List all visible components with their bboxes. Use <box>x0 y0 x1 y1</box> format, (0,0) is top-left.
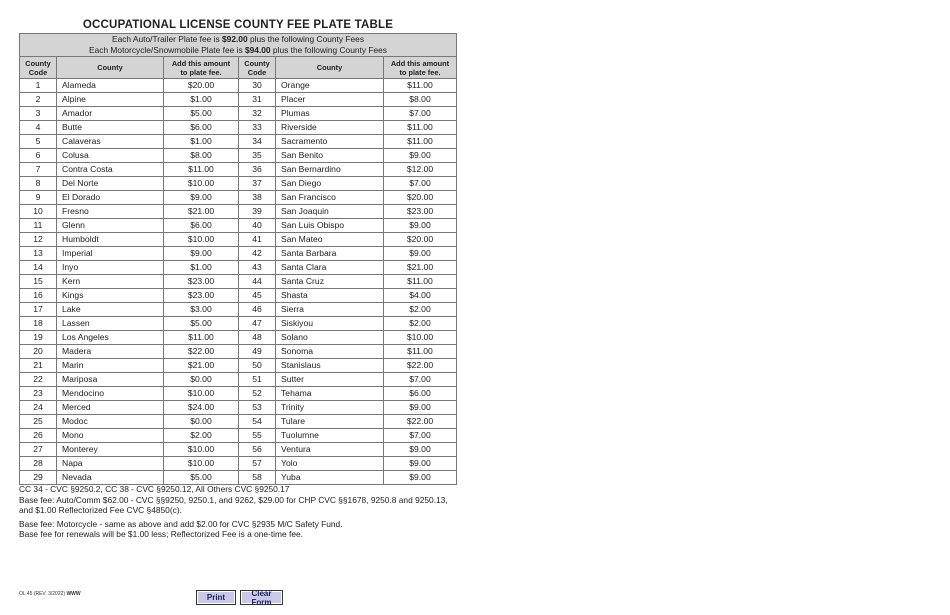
county-code-cell: 10 <box>20 205 57 219</box>
table-row <box>20 219 457 233</box>
table-row <box>20 331 457 345</box>
plate-fee-banner <box>20 34 457 57</box>
header-amount-line1: Add this amount <box>171 58 231 68</box>
county-name-cell: Plumas <box>276 107 384 121</box>
county-name-cell: Yolo <box>276 457 384 471</box>
header-county-left <box>57 57 164 79</box>
county-code-cell: 35 <box>239 149 276 163</box>
county-name-cell: San Mateo <box>276 233 384 247</box>
county-name-cell: San Francisco <box>276 191 384 205</box>
table-row <box>20 135 457 149</box>
auto-plate-fee-line <box>20 34 456 45</box>
table-row <box>20 443 457 457</box>
county-name-cell: Sutter <box>276 373 384 387</box>
table-header-row <box>20 57 457 79</box>
county-fee-cell: $9.00 <box>384 457 457 471</box>
county-fee-cell: $21.00 <box>164 205 239 219</box>
table-row <box>20 121 457 135</box>
county-code-cell: 51 <box>239 373 276 387</box>
county-fee-cell: $10.00 <box>164 177 239 191</box>
county-fee-cell: $1.00 <box>164 135 239 149</box>
county-name-cell: Colusa <box>57 149 164 163</box>
county-code-cell: 30 <box>239 79 276 93</box>
county-name-cell: Humboldt <box>57 233 164 247</box>
county-name-cell: Amador <box>57 107 164 121</box>
county-fee-cell: $23.00 <box>384 205 457 219</box>
county-code-cell: 36 <box>239 163 276 177</box>
county-code-cell: 16 <box>20 289 57 303</box>
header-code-line2: Code <box>28 67 48 77</box>
county-fee-cell: $11.00 <box>384 79 457 93</box>
county-fee-cell: $10.00 <box>384 331 457 345</box>
county-code-cell: 41 <box>239 233 276 247</box>
county-name-cell: Mono <box>57 429 164 443</box>
county-code-cell: 43 <box>239 261 276 275</box>
motorcycle-plate-fee-text: Each Motorcycle/Snowmobile Plate fee is <box>89 45 245 55</box>
county-name-cell: Tuolumne <box>276 429 384 443</box>
header-county-text: County <box>316 63 343 72</box>
table-row <box>20 261 457 275</box>
county-name-cell: Yuba <box>276 471 384 485</box>
county-fee-cell: $22.00 <box>384 359 457 373</box>
county-code-cell: 57 <box>239 457 276 471</box>
county-name-cell: Mariposa <box>57 373 164 387</box>
county-name-cell: Fresno <box>57 205 164 219</box>
header-amount-line1: Add this amount <box>390 58 450 68</box>
county-code-cell: 25 <box>20 415 57 429</box>
footnote-motorcycle-base-fee: Base fee: Motorcycle - same as above and add $2.00 for CVC §2935 M/C Safety Fund. <box>19 518 343 529</box>
county-fee-cell: $2.00 <box>384 303 457 317</box>
county-fee-cell: $9.00 <box>384 149 457 163</box>
county-name-cell: Sonoma <box>276 345 384 359</box>
county-code-cell: 7 <box>20 163 57 177</box>
county-code-cell: 48 <box>239 331 276 345</box>
county-name-cell: Tulare <box>276 415 384 429</box>
county-fee-cell: $3.00 <box>164 303 239 317</box>
county-name-cell: Mendocino <box>57 387 164 401</box>
county-fee-cell: $11.00 <box>164 331 239 345</box>
county-code-cell: 49 <box>239 345 276 359</box>
form-number-text: OL 45 (REV. 3/2022) <box>19 591 67 597</box>
clear-form-button[interactable]: Clear Form <box>240 590 283 605</box>
county-code-cell: 39 <box>239 205 276 219</box>
table-row <box>20 247 457 261</box>
county-code-cell: 27 <box>20 443 57 457</box>
county-name-cell: Lassen <box>57 317 164 331</box>
county-code-cell: 23 <box>20 387 57 401</box>
table-row <box>20 345 457 359</box>
county-name-cell: Shasta <box>276 289 384 303</box>
county-name-cell: Merced <box>57 401 164 415</box>
county-name-cell: Siskiyou <box>276 317 384 331</box>
table-row <box>20 107 457 121</box>
header-code-line1: County <box>25 58 51 68</box>
county-code-cell: 15 <box>20 275 57 289</box>
table-row <box>20 401 457 415</box>
header-county-text: County <box>97 63 123 72</box>
county-name-cell: Santa Clara <box>276 261 384 275</box>
county-fee-cell: $6.00 <box>164 219 239 233</box>
county-fee-cell: $4.00 <box>384 289 457 303</box>
county-fee-cell: $22.00 <box>164 345 239 359</box>
county-fee-cell: $10.00 <box>164 233 239 247</box>
county-fee-cell: $5.00 <box>164 317 239 331</box>
motorcycle-plate-fee-amount: $94.00 <box>244 45 271 55</box>
county-fee-cell: $11.00 <box>384 275 457 289</box>
county-code-cell: 44 <box>239 275 276 289</box>
table-row <box>20 359 457 373</box>
county-fee-cell: $9.00 <box>384 219 457 233</box>
county-code-cell: 20 <box>20 345 57 359</box>
county-code-cell: 32 <box>239 107 276 121</box>
county-code-cell: 11 <box>20 219 57 233</box>
county-code-cell: 24 <box>20 401 57 415</box>
table-row <box>20 289 457 303</box>
county-code-cell: 45 <box>239 289 276 303</box>
header-amount-left <box>164 57 239 79</box>
county-fee-cell: $24.00 <box>164 401 239 415</box>
county-name-cell: Glenn <box>57 219 164 233</box>
county-name-cell: Nevada <box>57 471 164 485</box>
county-code-cell: 53 <box>239 401 276 415</box>
county-name-cell: Santa Barbara <box>276 247 384 261</box>
table-row <box>20 275 457 289</box>
header-code-line2: Code <box>247 67 267 77</box>
county-fee-cell: $23.00 <box>164 275 239 289</box>
county-fee-cell: $6.00 <box>164 121 239 135</box>
county-code-cell: 38 <box>239 191 276 205</box>
county-code-cell: 33 <box>239 121 276 135</box>
county-code-cell: 47 <box>239 317 276 331</box>
header-county-right <box>276 57 384 79</box>
header-amount-right <box>384 57 457 79</box>
county-name-cell: El Dorado <box>57 191 164 205</box>
county-fee-cell: $9.00 <box>164 191 239 205</box>
county-code-cell: 4 <box>20 121 57 135</box>
county-code-cell: 3 <box>20 107 57 121</box>
county-code-cell: 1 <box>20 79 57 93</box>
county-code-cell: 26 <box>20 429 57 443</box>
county-fee-cell: $11.00 <box>384 135 457 149</box>
county-name-cell: Trinity <box>276 401 384 415</box>
form-number-suffix: WWW <box>66 591 81 597</box>
county-code-cell: 34 <box>239 135 276 149</box>
header-code-line1: County <box>244 58 270 68</box>
county-fee-cell: $9.00 <box>164 247 239 261</box>
county-code-cell: 55 <box>239 429 276 443</box>
county-name-cell: Napa <box>57 457 164 471</box>
county-fee-cell: $7.00 <box>384 429 457 443</box>
county-name-cell: Contra Costa <box>57 163 164 177</box>
auto-plate-fee-text: Each Auto/Trailer Plate fee is <box>111 34 222 44</box>
county-name-cell: Imperial <box>57 247 164 261</box>
county-fee-cell: $10.00 <box>164 443 239 457</box>
county-name-cell: Modoc <box>57 415 164 429</box>
county-fee-cell: $21.00 <box>384 261 457 275</box>
county-code-cell: 58 <box>239 471 276 485</box>
table-row <box>20 429 457 443</box>
county-fee-cell: $7.00 <box>384 107 457 121</box>
county-name-cell: Kern <box>57 275 164 289</box>
footnotes <box>19 484 459 540</box>
county-code-cell: 18 <box>20 317 57 331</box>
county-name-cell: Madera <box>57 345 164 359</box>
county-code-cell: 28 <box>20 457 57 471</box>
county-name-cell: Kings <box>57 289 164 303</box>
motorcycle-plate-fee-suffix: plus the following County Fees <box>270 45 387 55</box>
county-name-cell: Los Angeles <box>57 331 164 345</box>
page-title: OCCUPATIONAL LICENSE COUNTY FEE PLATE TABLE <box>82 19 394 31</box>
county-name-cell: Alameda <box>57 79 164 93</box>
county-name-cell: Orange <box>276 79 384 93</box>
county-fee-cell: $11.00 <box>384 345 457 359</box>
county-fee-cell: $0.00 <box>164 415 239 429</box>
county-fee-cell: $0.00 <box>164 373 239 387</box>
county-name-cell: San Benito <box>276 149 384 163</box>
county-code-cell: 5 <box>20 135 57 149</box>
county-name-cell: Ventura <box>276 443 384 457</box>
header-county-code-left <box>20 57 57 79</box>
county-name-cell: Solano <box>276 331 384 345</box>
county-code-cell: 29 <box>20 471 57 485</box>
county-fee-table <box>19 33 457 485</box>
table-row <box>20 317 457 331</box>
county-fee-cell: $8.00 <box>164 149 239 163</box>
county-code-cell: 54 <box>239 415 276 429</box>
county-name-cell: San Diego <box>276 177 384 191</box>
county-name-cell: Butte <box>57 121 164 135</box>
county-fee-cell: $9.00 <box>384 443 457 457</box>
table-row <box>20 387 457 401</box>
table-row <box>20 163 457 177</box>
table-row <box>20 177 457 191</box>
table-row <box>20 93 457 107</box>
auto-plate-fee-suffix: plus the following County Fees <box>247 34 365 44</box>
county-name-cell: Sierra <box>276 303 384 317</box>
county-fee-cell: $12.00 <box>384 163 457 177</box>
county-code-cell: 12 <box>20 233 57 247</box>
county-fee-cell: $8.00 <box>384 93 457 107</box>
table-row <box>20 191 457 205</box>
auto-plate-fee-amount: $92.00 <box>222 34 248 44</box>
county-fee-cell: $7.00 <box>384 177 457 191</box>
county-name-cell: Calaveras <box>57 135 164 149</box>
county-code-cell: 8 <box>20 177 57 191</box>
header-amount-line2: to plate fee. <box>399 67 441 77</box>
footnote-renewal-fee: Base fee for renewals will be $1.00 less; Reflectorized Fee is a one-time fee. <box>19 529 303 539</box>
county-fee-cell: $2.00 <box>384 317 457 331</box>
county-name-cell: Alpine <box>57 93 164 107</box>
county-name-cell: Inyo <box>57 261 164 275</box>
county-fee-cell: $6.00 <box>384 387 457 401</box>
county-code-cell: 9 <box>20 191 57 205</box>
county-code-cell: 6 <box>20 149 57 163</box>
county-code-cell: 19 <box>20 331 57 345</box>
county-code-cell: 22 <box>20 373 57 387</box>
table-row <box>20 303 457 317</box>
county-fee-cell: $2.00 <box>164 429 239 443</box>
table-row <box>20 471 457 485</box>
county-fee-cell: $7.00 <box>384 373 457 387</box>
county-code-cell: 14 <box>20 261 57 275</box>
table-row <box>20 233 457 247</box>
county-code-cell: 40 <box>239 219 276 233</box>
county-fee-cell: $1.00 <box>164 93 239 107</box>
print-button[interactable]: Print <box>196 590 236 605</box>
county-fee-cell: $22.00 <box>384 415 457 429</box>
county-fee-cell: $9.00 <box>384 401 457 415</box>
motorcycle-plate-fee-line <box>20 45 456 56</box>
county-name-cell: Del Norte <box>57 177 164 191</box>
county-code-cell: 50 <box>239 359 276 373</box>
form-number <box>19 591 81 597</box>
county-name-cell: Stanislaus <box>276 359 384 373</box>
county-name-cell: San Joaquin <box>276 205 384 219</box>
county-fee-cell: $20.00 <box>384 233 457 247</box>
county-fee-cell: $23.00 <box>164 289 239 303</box>
county-name-cell: San Bernardino <box>276 163 384 177</box>
county-name-cell: Tehama <box>276 387 384 401</box>
county-fee-cell: $1.00 <box>164 261 239 275</box>
county-code-cell: 31 <box>239 93 276 107</box>
county-fee-cell: $11.00 <box>384 121 457 135</box>
table-row <box>20 415 457 429</box>
footnote-code-sections: CC 34 - CVC §9250.2, CC 38 - CVC §9250.12, All Others CVC §9250.17 <box>19 484 290 494</box>
county-fee-cell: $10.00 <box>164 387 239 401</box>
table-row <box>20 457 457 471</box>
county-name-cell: Sacramento <box>276 135 384 149</box>
plate-fee-banner-cell <box>20 34 457 57</box>
county-code-cell: 2 <box>20 93 57 107</box>
county-code-cell: 56 <box>239 443 276 457</box>
county-fee-cell: $11.00 <box>164 163 239 177</box>
county-fee-cell: $20.00 <box>384 191 457 205</box>
county-fee-cell: $5.00 <box>164 107 239 121</box>
county-name-cell: Santa Cruz <box>276 275 384 289</box>
table-row <box>20 149 457 163</box>
county-name-cell: Monterey <box>57 443 164 457</box>
county-fee-cell: $20.00 <box>164 79 239 93</box>
footnote-auto-base-fee: Base fee: Auto/Comm $62.00 - CVC §§9250, 9250.1, and 9262, $29.00 for CHP CVC §§1678, 9250.8 and 9250.13, and $1.00 Reflectorized Fee CVC §4850(c). <box>19 494 448 515</box>
county-code-cell: 46 <box>239 303 276 317</box>
county-name-cell: Marin <box>57 359 164 373</box>
header-amount-line2: to plate fee. <box>180 67 222 77</box>
county-name-cell: San Luis Obispo <box>276 219 384 233</box>
county-code-cell: 52 <box>239 387 276 401</box>
county-fee-cell: $5.00 <box>164 471 239 485</box>
county-code-cell: 42 <box>239 247 276 261</box>
county-fee-cell: $21.00 <box>164 359 239 373</box>
table-row <box>20 79 457 93</box>
county-fee-cell: $9.00 <box>384 471 457 485</box>
table-row <box>20 205 457 219</box>
county-fee-cell: $10.00 <box>164 457 239 471</box>
county-code-cell: 21 <box>20 359 57 373</box>
county-code-cell: 17 <box>20 303 57 317</box>
table-row <box>20 373 457 387</box>
county-name-cell: Lake <box>57 303 164 317</box>
county-name-cell: Placer <box>276 93 384 107</box>
header-county-code-right <box>239 57 276 79</box>
county-code-cell: 13 <box>20 247 57 261</box>
county-code-cell: 37 <box>239 177 276 191</box>
county-fee-cell: $9.00 <box>384 247 457 261</box>
county-name-cell: Riverside <box>276 121 384 135</box>
